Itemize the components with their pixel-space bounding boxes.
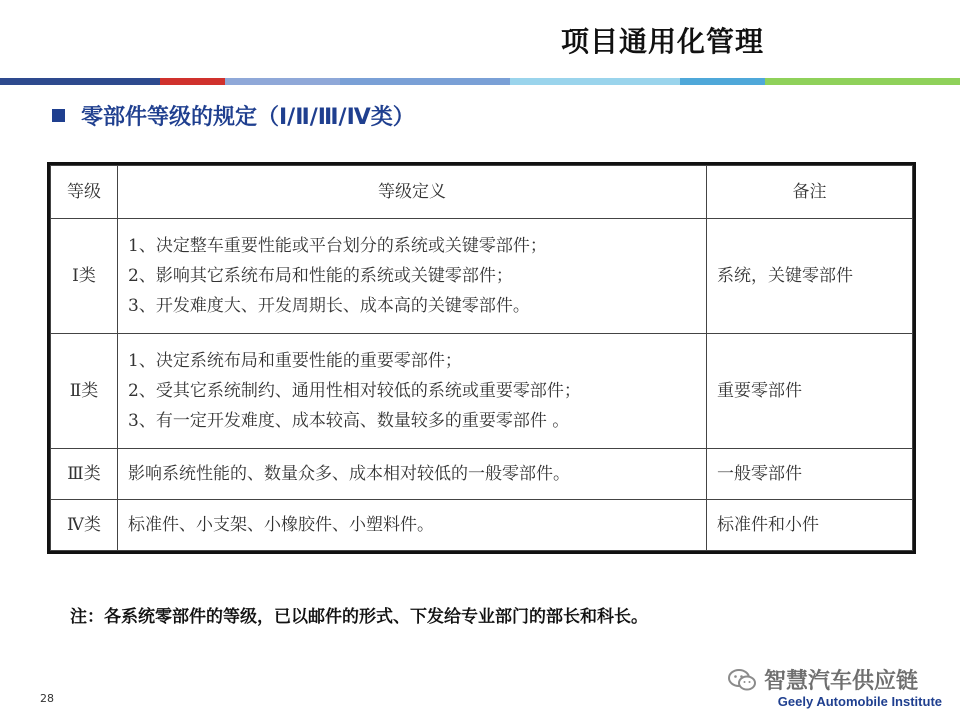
- institute-name: Geely Automobile Institute: [777, 694, 942, 709]
- definition-line: 2、受其它系统制约、通用性相对较低的系统或重要零部件；: [128, 381, 581, 401]
- header-definition: 等级定义: [118, 166, 707, 219]
- color-bar-segment: [100, 78, 160, 85]
- definition-line: 1、决定系统布局和重要性能的重要零部件；: [128, 351, 462, 371]
- grade-cell: Ⅰ类: [51, 219, 118, 334]
- color-bar-segment: [340, 78, 510, 85]
- definition-line: 1、决定整车重要性能或平台划分的系统或关键零部件；: [128, 236, 547, 256]
- grade-cell: Ⅱ类: [51, 334, 118, 449]
- definition-line: 3、开发难度大、开发周期长、成本高的关键零部件。: [128, 296, 530, 316]
- remark-cell: 一般零部件: [707, 449, 913, 500]
- table-header-row: [51, 166, 913, 219]
- section-heading: [52, 100, 415, 131]
- section-heading-text: 零部件等级的规定（Ⅰ/Ⅱ/Ⅲ/Ⅳ类）: [81, 105, 415, 130]
- slide-title: 项目通用化管理: [560, 25, 764, 58]
- table-row: [51, 500, 913, 551]
- color-bar-segment: [160, 78, 225, 85]
- remark-cell: 系统，关键零部件: [707, 219, 913, 334]
- watermark-text: 智慧汽车供应链: [764, 669, 919, 694]
- definition-cell: [118, 334, 707, 449]
- table-row: [51, 334, 913, 449]
- page-number: 28: [40, 692, 54, 705]
- definition-line: 标准件、小支架、小橡胶件、小塑料件。: [128, 515, 434, 535]
- header-remark: 备注: [707, 166, 913, 219]
- wechat-icon: [728, 668, 756, 692]
- square-bullet-icon: [52, 109, 65, 122]
- definition-cell: [118, 219, 707, 334]
- header-color-bar: [0, 78, 960, 85]
- grade-cell: Ⅳ类: [51, 500, 118, 551]
- color-bar-segment: [765, 78, 960, 85]
- color-bar-segment: [680, 78, 765, 85]
- definition-cell: [118, 449, 707, 500]
- remark-cell: 标准件和小件: [707, 500, 913, 551]
- grade-cell: Ⅲ类: [51, 449, 118, 500]
- definition-line: 3、有一定开发难度、成本较高、数量较多的重要零部件 。: [128, 411, 570, 431]
- color-bar-segment: [510, 78, 680, 85]
- color-bar-segment: [0, 78, 100, 85]
- footnote: 注：各系统零部件的等级，已以邮件的形式、下发给专业部门的部长和科长。: [70, 607, 648, 627]
- grade-table: [47, 162, 916, 554]
- color-bar-segment: [225, 78, 340, 85]
- header-grade: 等级: [51, 166, 118, 219]
- remark-cell: 重要零部件: [707, 334, 913, 449]
- table-row: [51, 449, 913, 500]
- definition-line: 影响系统性能的、数量众多、成本相对较低的一般零部件。: [128, 464, 570, 484]
- watermark: [728, 664, 918, 695]
- table-row: [51, 219, 913, 334]
- definition-cell: [118, 500, 707, 551]
- definition-line: 2、影响其它系统布局和性能的系统或关键零部件；: [128, 266, 513, 286]
